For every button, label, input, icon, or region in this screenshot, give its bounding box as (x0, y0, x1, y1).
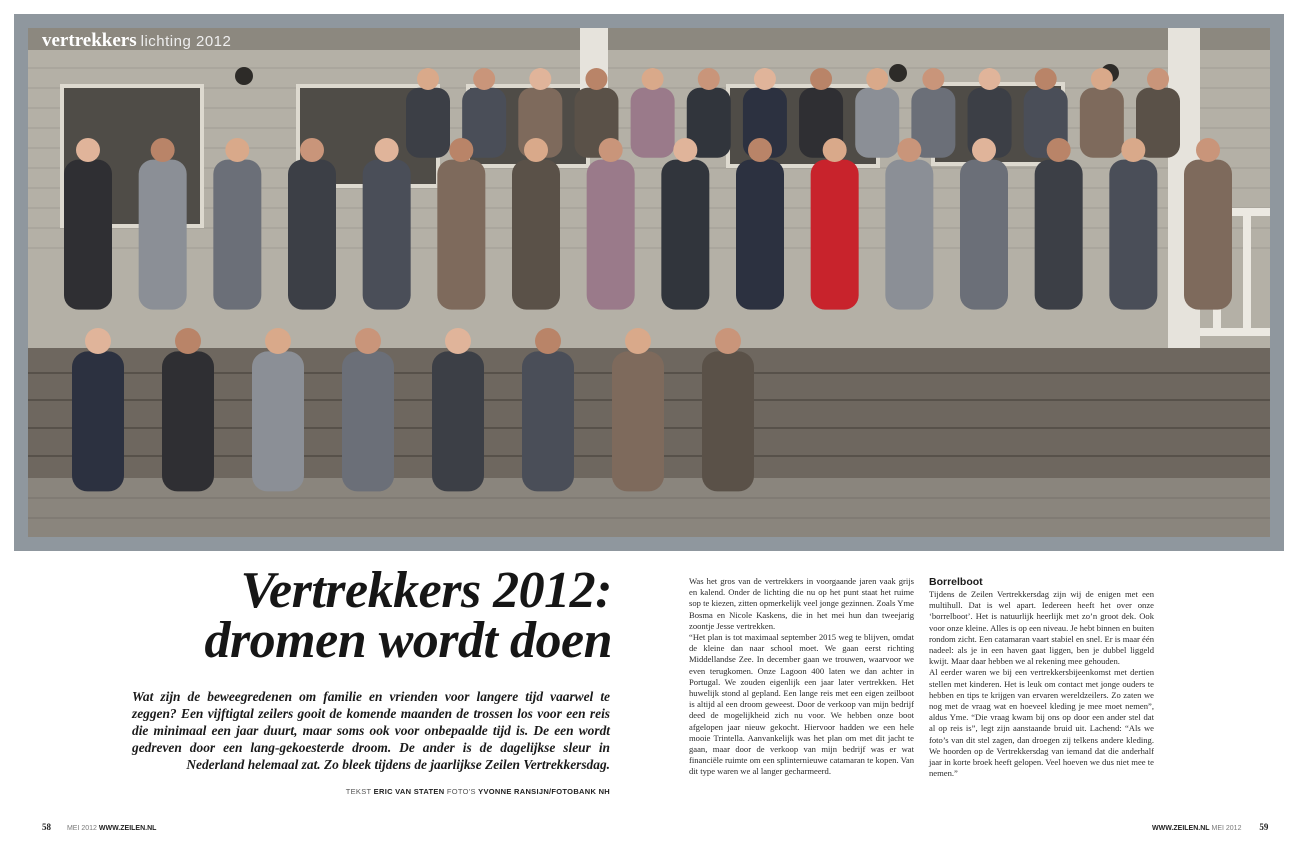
person (512, 138, 560, 310)
person-head (1091, 68, 1113, 90)
person (1109, 138, 1157, 310)
person-head (625, 328, 651, 354)
person-head (897, 138, 921, 162)
credit-photo-label: FOTO'S (446, 787, 476, 796)
person-body (960, 160, 1008, 310)
person-body (512, 160, 560, 310)
wall-lamp-icon (235, 67, 253, 85)
person-head (449, 138, 473, 162)
person-head (642, 68, 664, 90)
credit-text-name: ERIC VAN STATEN (373, 787, 445, 796)
person-body (587, 160, 635, 310)
person-head (355, 328, 381, 354)
intro-paragraph: Wat zijn de beweegredenen om familie en vrienden voor langere tijd vaarwel te zeggen? Een vijftigtal zeilers gooit de komende maanden de trossen los voor een reis die minimaal een jaar duurt, maar soms ook voor onbepaalde tijd is. De een wordt gedreven door een lang-gekoesterde droom. De ander is de dagelijkse sleur in Nederland helemaal zat. Zo bleek tijdens de jaarlijkse Zeilen Vertrekkersdag. (132, 689, 610, 772)
person-body (811, 160, 859, 310)
body-column-2 (929, 576, 1154, 779)
section-tag-sub: lichting 2012 (140, 33, 232, 50)
person-body (437, 160, 485, 310)
person-head (445, 328, 471, 354)
wall-lamp-icon (889, 64, 907, 82)
footer-left (42, 822, 156, 832)
person-body (252, 351, 304, 491)
person-body (736, 160, 784, 310)
person-body (855, 88, 899, 158)
person (960, 138, 1008, 310)
body-column-1 (689, 576, 914, 778)
person-head (754, 68, 776, 90)
headline-line-2: dromen wordt doen (204, 612, 612, 669)
person-body (64, 160, 112, 310)
website-right[interactable]: WWW.ZEILEN.NL (1152, 825, 1210, 832)
person-body (72, 351, 124, 491)
group-photo (28, 28, 1270, 537)
person-body (1184, 160, 1232, 310)
person-head (265, 328, 291, 354)
subhead-borrelboot: Borrelboot (929, 576, 983, 588)
person (437, 138, 485, 310)
person-head (300, 138, 324, 162)
person (1035, 138, 1083, 310)
person-head (529, 68, 551, 90)
person (64, 138, 112, 310)
person-body (702, 351, 754, 491)
headline (120, 562, 612, 669)
person-head (535, 328, 561, 354)
person-head (76, 138, 100, 162)
person-head (473, 68, 495, 90)
issue-right: MEI 2012 (1211, 825, 1242, 832)
credits (300, 787, 610, 796)
person-body (661, 160, 709, 310)
person-head (748, 138, 772, 162)
person (1184, 138, 1232, 310)
person-head (972, 138, 996, 162)
person-body (363, 160, 411, 310)
person (213, 138, 261, 310)
person (736, 138, 784, 310)
person (661, 138, 709, 310)
person-head (85, 328, 111, 354)
person-head (1035, 68, 1057, 90)
person-head (375, 138, 399, 162)
page-number-right: 59 (1259, 822, 1269, 832)
credit-text-label: TEKST (345, 787, 372, 796)
person-head (922, 68, 944, 90)
person-head (698, 68, 720, 90)
credit-photo-name: YVONNE RANSIJN/FOTOBANK NH (478, 787, 610, 796)
person-body (342, 351, 394, 491)
body-paragraph: Was het gros van de vertrekkers in voorgaande jaren vaak grijs en kalend. Onder de lichting die nu op het punt staat het ruime sop te kiezen, zitten opmerkelijk veel jonge gezinnen. Zoals Yme Bosma en Nicole Kaskens, die in het mei hun dan tweejarig zoontje Jesse vertrekken. (689, 576, 914, 631)
person-head (225, 138, 249, 162)
website-left[interactable]: WWW.ZEILEN.NL (98, 825, 157, 832)
person (885, 138, 933, 310)
person-body (1080, 88, 1124, 158)
person-body (139, 160, 187, 310)
person-body (631, 88, 675, 158)
person-head (417, 68, 439, 90)
person-head (1147, 68, 1169, 90)
body-paragraph: “Het plan is tot maximaal september 2015 weg te blijven, omdat de kleine dan naar school moet. We gaan eerst richting Middellandse Zee. In december gaan we trouwen, waarvoor we even terugkomen. Onze Lagoon 400 laten we dan achter in Portugal. We zouden eigenlijk een jaar later vertrekken. Het huwelijk stond al gepland. Een lange reis met een eigen zeilboot is altijd al een droom geweest. Door de verkoop van mijn bedrijf deed de mogelijkheid zich nu voor. We hebben onze boot afgelopen jaar nieuw gekocht. Hiervoor hadden we een hele mooie Trintella. Aanvankelijk was het plan om met dit jacht te gaan, maar door de verkoop van mijn bedrijf was er wat financiële ruimte om een splinternieuwe catamaran te kopen. Van dit type waren we al langer gecharmeerd. (689, 632, 914, 777)
person (288, 138, 336, 310)
person-head (715, 328, 741, 354)
person-head (599, 138, 623, 162)
person-head (151, 138, 175, 162)
person-body (406, 88, 450, 158)
person-body (522, 351, 574, 491)
headline-line-1: Vertrekkers 2012: (240, 562, 612, 619)
person-body (1109, 160, 1157, 310)
person-head (810, 68, 832, 90)
person (587, 138, 635, 310)
person-body (432, 351, 484, 491)
group-photo-illustration (28, 28, 1270, 537)
section-tag (42, 30, 231, 52)
body-paragraph: Tijdens de Zeilen Vertrekkersdag zijn wij de enigen met een multihull. Dat is wel apart. Iedereen heeft het over onze ‘borrelboot’. Het is natuurlijk heerlijk met zo’n groot dek. Ook voor onze kleine. Alles is op een niveau. Je hebt binnen en buiten rondom zicht. Een catamaran vaart stabiel en snel. Er is maar één nadeel: als je in een haven gaat liggen, ben je dubbel liggeld kwijt. Maar daar hebben we al rekening mee gehouden. (929, 589, 1154, 667)
person-head (524, 138, 548, 162)
person-head (823, 138, 847, 162)
person (811, 138, 859, 310)
person (363, 138, 411, 310)
person-body (612, 351, 664, 491)
person-body (288, 160, 336, 310)
person (139, 138, 187, 310)
person-head (585, 68, 607, 90)
person-head (175, 328, 201, 354)
issue-left: MEI 2012 (66, 825, 97, 832)
person-body (162, 351, 214, 491)
section-tag-main: vertrekkers (42, 30, 137, 51)
person-body (1035, 160, 1083, 310)
body-paragraph: Al eerder waren we bij een vertrekkersbijeenkomst met dertien stellen met kinderen. Het is leuk om contact met jonge ouders te hebben en tips te krijgen van ervaren wereldzeilers. Zo zaten we nog met de vraag wat en hoeveel kleding je mee moet nemen”, aldus Yme. “Die vraag kwam bij ons op door een ander stel dat al op reis is”, legt zijn aanstaande bruid uit. Lachend: “Als we foto’s van dit stel zagen, dan droegen zij telkens andere kleding. We hoorden op de Vertrekkersdag van iemand dat die anderhalf jaar in korte broek heeft gelopen. Veel hoeven we dus niet mee te nemen.” (929, 667, 1154, 779)
person-head (979, 68, 1001, 90)
person-body (885, 160, 933, 310)
person-head (866, 68, 888, 90)
page-number-left: 58 (42, 822, 51, 832)
footer-right (1152, 822, 1268, 832)
person-head (1196, 138, 1220, 162)
person-body (213, 160, 261, 310)
person-head (1047, 138, 1071, 162)
person-head (673, 138, 697, 162)
person-head (1121, 138, 1145, 162)
